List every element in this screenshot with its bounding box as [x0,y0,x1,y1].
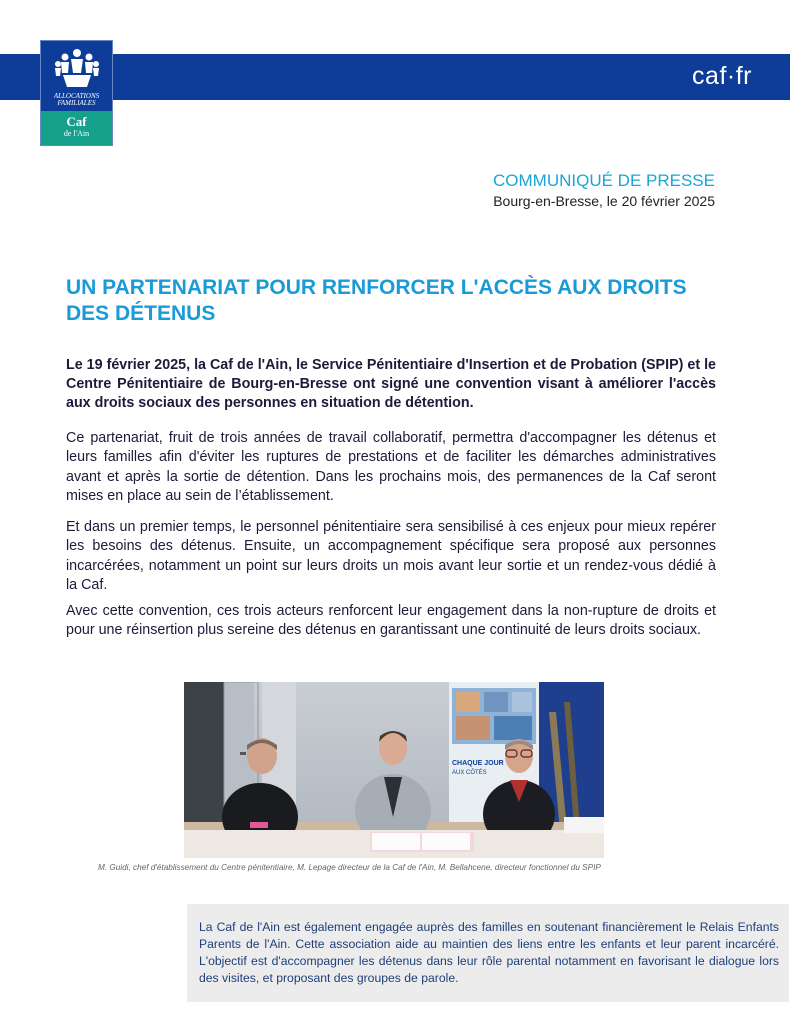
caf-logo[interactable] [40,40,113,146]
dateline: Bourg-en-Bresse, le 20 février 2025 [493,193,715,209]
signing-scene-illustration [184,682,604,858]
header-banner [0,54,790,100]
body-paragraph-2: Et dans un premier temps, le personnel pénitentiaire sera sensibilisé à ces enjeux pour mieux repérer les besoins des détenus. Ensuite, un accompagnement spécifique sera proposé aux personnes incarcérées, notamment un point sur leurs droits un mois avant leur sortie et un rendez-vous dédié à la Caf. [66,519,716,593]
photo-banner-text-2: AUX CÔTÉS [452,770,487,776]
photo-banner-text-1: CHAQUE JOUR [452,760,504,767]
lead-paragraph: Le 19 février 2025, la Caf de l'Ain, le Service Pénitentiaire d'Insertion et de Probation (SPIP) et le Centre Pénitentiaire de Bourg-en-Bresse ont signé une convention visant à améliorer l'accès aux droits sociaux des personnes en situation de détention. [66,357,716,411]
logo-name: Caf [66,114,87,129]
caf-fr-link[interactable]: caf·fr [692,62,752,90]
signing-photo [184,682,604,858]
logo-name-block [41,111,112,145]
info-box [187,904,789,1002]
press-label: COMMUNIQUÉ DE PRESSE [493,171,715,190]
logo-tagline: ALLOCATIONS FAMILIALES [53,92,100,107]
photo-caption: M. Guidi, chef d'établissement du Centre pénitentiaire, M. Lepage directeur de la Caf de l'Ain, M. Bellahcene, directeur fonctionnel du SPIP [98,863,601,872]
info-box-text: La Caf de l'Ain est également engagée auprès des familles en soutenant financièrement le Relais Enfants Parents de l'Ain. Cette association aide au maintien des liens entre les enfants et leur parent incarcéré. L'objectif est d'accompagner les détenus dans leur rôle parental notamment en favorisant le dialogue lors des visites, et proposant des groupes de parole. [199,920,779,985]
family-logo-icon [53,47,101,89]
body-paragraph-3: Avec cette convention, ces trois acteurs renforcent leur engagement dans la non-rupture de droits et pour une réinsertion plus sereine des détenus en garantissant une continuité de leurs droits sociaux. [66,603,716,639]
page-title: UN PARTENARIAT POUR RENFORCER L'ACCÈS AUX DROITS DES DÉTENUS [66,276,687,325]
logo-subname: de l'Ain [63,129,90,138]
body-paragraph-1: Ce partenariat, fruit de trois années de travail collaboratif, permettra d'accompagner les détenus et leurs familles afin d'éviter les ruptures de prestations et de faciliter les démarches administratives avant et après la sortie de détention. Dans les prochains mois, des permanences de la Caf seront mises en place au sein de l’établissement. [66,430,716,504]
